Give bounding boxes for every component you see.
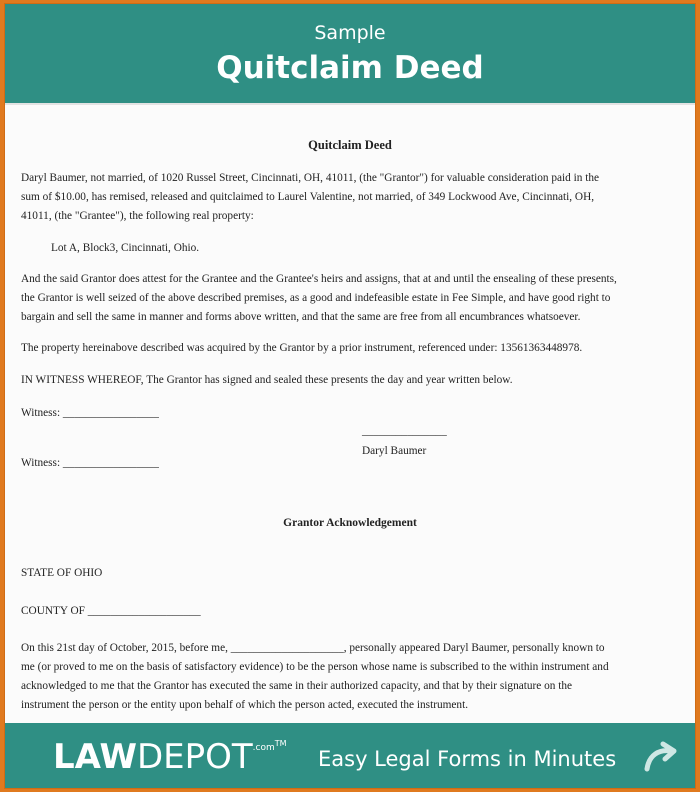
witness-statement: IN WITNESS WHEREOF, The Grantor has signed and sealed these presents the day and year written below. [21,374,513,386]
acknowledgement-title: Grantor Acknowledgement [283,517,417,529]
footer-banner [5,723,695,789]
logo-depot: DEPOT [136,737,253,777]
prior-instrument-paragraph: The property hereinabove described was acquired by the Grantor by a prior instrument, referenced under: 13561363448978. [21,342,583,354]
text-line: me (or proved to me on the basis of satisfactory evidence) to be the person whose name is subscribed to the within instrument and [21,661,609,673]
text-line: the Grantor is well seized of the above described premises, as a good and indefeasible estate in Fee Simple, and have good right to [21,292,611,304]
county-line: COUNTY OF ____________________ [21,605,201,617]
logo-law: LAW [53,737,137,777]
text-line: sum of $10.00, has remised, released and quitclaimed to Laurel Valentine, not married, of 349 Lockwood Ave, Cincinnati, OH, [21,191,595,203]
witness-line-1: Witness: _________________ [21,407,159,419]
header-title: Quitclaim Deed [216,50,484,86]
page-frame [4,3,696,789]
signer-name: Daryl Baumer [362,445,427,457]
acknowledgement-paragraph [21,639,686,715]
text-line: instrument the person or the entity upon behalf of which the person acted, executed the instrument. [21,699,469,711]
text-line: bargain and sell the same in manner and forms above written, and that the same are free from all encumbrances whatsoever. [21,311,581,323]
logo-com: .com [252,743,275,753]
text-line: 41011, (the "Grantee"), the following real property: [21,210,254,222]
grantor-paragraph [21,270,686,327]
logo-tm: TM [274,739,287,748]
lawdepot-logo [53,737,287,777]
curved-arrow-icon [641,741,677,775]
header-banner [5,4,695,103]
document-title: Quitclaim Deed [308,138,392,152]
state-line: STATE OF OHIO [21,567,103,579]
intro-paragraph [21,169,686,226]
header-subtitle: Sample [314,22,386,44]
document-page [5,103,695,723]
text-line: Daryl Baumer, not married, of 1020 Russel Street, Cincinnati, OH, 41011, (the "Grantor") for valuable consideration paid in the [21,172,600,184]
text-line: And the said Grantor does attest for the Grantee and the Grantee's heirs and assigns, that at and until the ensealing of these presents, [21,273,617,285]
text-line: On this 21st day of October, 2015, before me, ____________________, personally appeared Daryl Baumer, personally known to [21,642,605,654]
witness-line-2: Witness: _________________ [21,457,159,469]
footer-tagline: Easy Legal Forms in Minutes [318,747,617,771]
text-line: acknowledged to me that the Grantor has executed the same in their authorized capacity, and that by their signature on the [21,680,573,692]
property-description: Lot A, Block3, Cincinnati, Ohio. [51,242,200,254]
signature-line: _______________ [362,425,447,437]
